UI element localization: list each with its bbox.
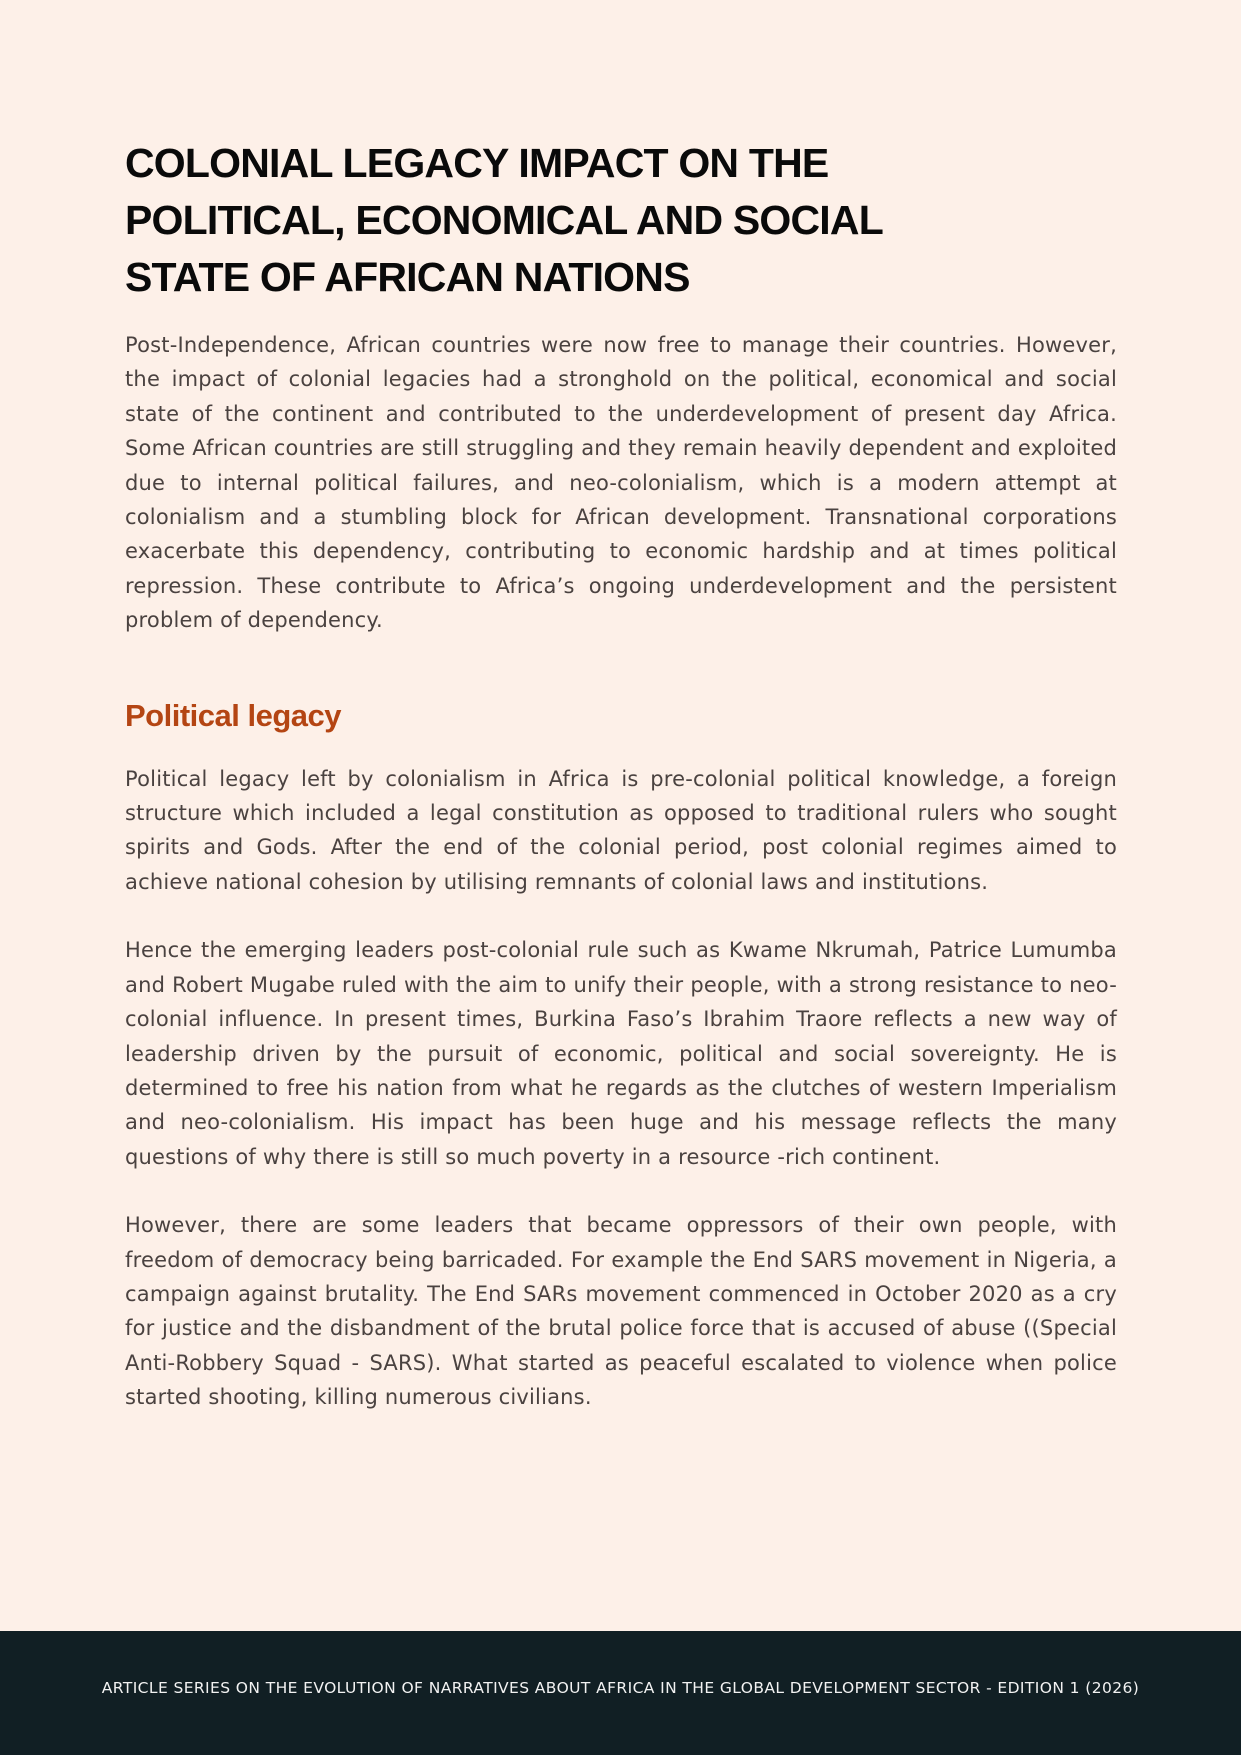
- section-body: [125, 762, 1117, 1415]
- page-footer: [0, 1631, 1241, 1755]
- title-line: POLITICAL, ECONOMICAL AND SOCIAL: [125, 197, 883, 243]
- body-paragraph: Political legacy left by colonialism in Africa is pre-colonial political knowledge, a foreign structure which included a legal constitution as opposed to traditional rulers who sought spirits and Gods. After the end of the colonial period, post colonial regimes aimed to achieve national cohesion by utilising remnants of colonial laws and institutions.: [125, 766, 1117, 894]
- footer-series-text: ARTICLE SERIES ON THE EVOLUTION OF NARRATIVES ABOUT AFRICA IN THE GLOBAL DEVELOPMENT SECTOR - EDITION 1 (2026): [101, 1679, 1140, 1697]
- body-paragraph: Hence the emerging leaders post-colonial rule such as Kwame Nkrumah, Patrice Lumumba and Robert Mugabe ruled with the aim to unify their people, with a strong resistance to neo-colonial influence. In present times, Burkina Faso’s Ibrahim Traore reflects a new way of leadership driven by the pursuit of economic, political and social sovereignty. He is determined to free his nation from what he regards as the clutches of western Imperialism and neo-colonialism. His impact has been huge and his message reflects the many questions of why there is still so much poverty in a resource -rich continent.: [125, 938, 1117, 1169]
- article-title: [125, 135, 925, 306]
- title-line: COLONIAL LEGACY IMPACT ON THE: [125, 140, 829, 186]
- title-line: STATE OF AFRICAN NATIONS: [125, 254, 690, 300]
- article: [125, 135, 1117, 1415]
- section-heading: Political legacy: [125, 697, 341, 733]
- intro-paragraph: Post-Independence, African countries were now free to manage their countries. However, the impact of colonial legacies had a stronghold on the political, economical and social state of the continent and contributed to the underdevelopment of present day Africa. Some African countries are still struggling and they remain heavily dependent and exploited due to internal political failures, and neo-colonialism, which is a modern attempt at colonialism and a stumbling block for African development. Transnational corporations exacerbate this dependency, contributing to economic hardship and at times political repression. These contribute to Africa’s ongoing underdevelopment and the persistent problem of dependency.: [125, 333, 1117, 633]
- section-political-legacy: [125, 696, 1117, 1415]
- body-paragraph: However, there are some leaders that became oppressors of their own people, with freedom of democracy being barricaded. For example the End SARS movement in Nigeria, a campaign against brutality. The End SARs movement commenced in October 2020 as a cry for justice and the disbandment of the brutal police force that is accused of abuse ((Special Anti-Robbery Squad - SARS). What started as peaceful escalated to violence when police started shooting, killing numerous civilians.: [125, 1213, 1117, 1410]
